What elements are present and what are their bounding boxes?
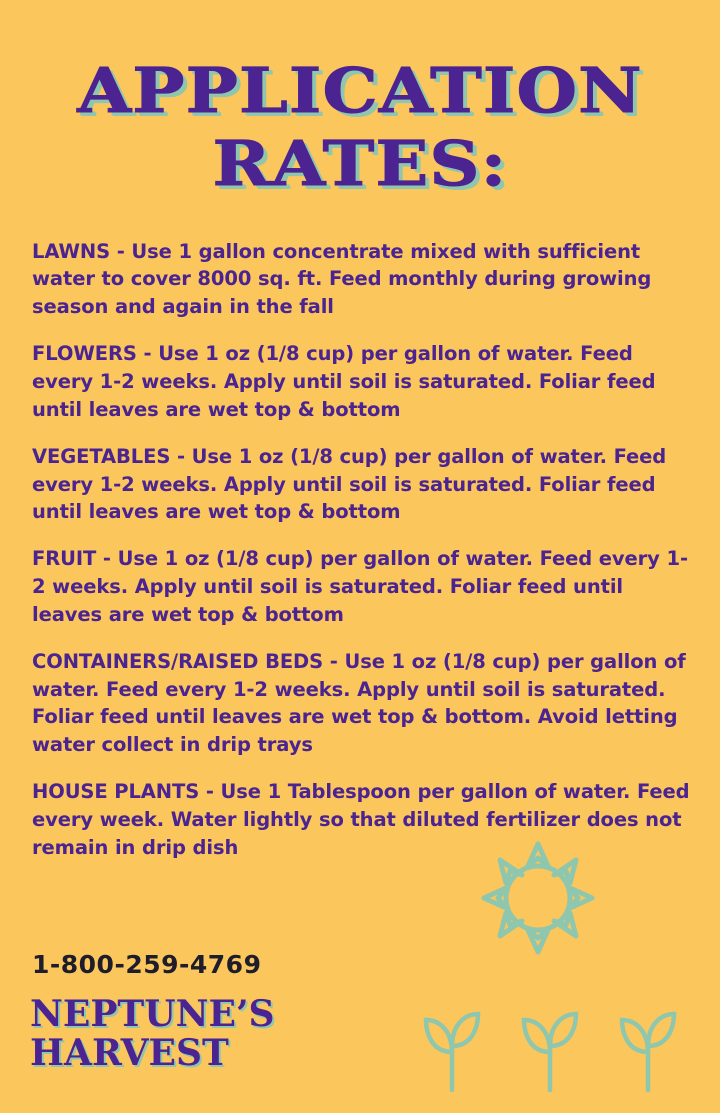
rate-text: - Use 1 Tablespoon per gallon of water. Feed every week. Water lightly so that diluted fertilizer does not remain in drip dish: [32, 780, 690, 859]
rate-text: - Use 1 oz (1/8 cup) per gallon of water. Feed every 1-2 weeks. Apply until soil is saturated. Foliar feed until leaves are wet top & bottom. Avoid letting water collect in drip trays: [32, 650, 686, 757]
brand-line-1: NEPTUNE’S: [30, 993, 275, 1035]
rate-term: VEGETABLES: [32, 444, 171, 468]
rate-term: CONTAINERS/RAISED BEDS: [32, 650, 324, 674]
rate-entry-vegetables: [32, 443, 690, 526]
brand-logo: [30, 995, 274, 1073]
rate-term: LAWNS: [32, 239, 111, 263]
brand-line-2: HARVEST: [30, 1031, 229, 1074]
rate-term: FRUIT: [32, 547, 97, 571]
title-line-1: APPLICATION: [77, 54, 643, 127]
rate-entry-flowers: [32, 340, 690, 423]
rates-list: [0, 238, 720, 862]
phone-number: 1-800-259-4769: [32, 950, 262, 979]
rate-entry-fruit: [32, 545, 690, 628]
rate-entry-lawns: [32, 238, 690, 321]
rate-entry-containers-raised-beds: [32, 648, 690, 759]
rate-term: HOUSE PLANTS: [32, 780, 200, 804]
title-line-2: RATES:: [212, 126, 508, 200]
rate-term: FLOWERS: [32, 342, 137, 366]
rate-entry-house-plants: [32, 778, 690, 861]
seedlings-icon: [420, 990, 680, 1095]
rate-text: - Use 1 oz (1/8 cup) per gallon of water. Feed every 1-2 weeks. Apply until soil is saturated. Foliar feed until leaves are wet top & bottom: [32, 547, 688, 626]
page-title: [0, 0, 720, 200]
rate-text: - Use 1 gallon concentrate mixed with sufficient water to cover 8000 sq. ft. Feed monthly during growing season and again in the fall: [32, 239, 652, 319]
rate-text: - Use 1 oz (1/8 cup) per gallon of water. Feed every 1-2 weeks. Apply until soil is saturated. Foliar feed until leaves are wet top & bottom: [32, 444, 667, 524]
rate-text: - Use 1 oz (1/8 cup) per gallon of water. Feed every 1-2 weeks. Apply until soil is saturated. Foliar feed until leaves are wet top & bottom: [32, 342, 656, 421]
